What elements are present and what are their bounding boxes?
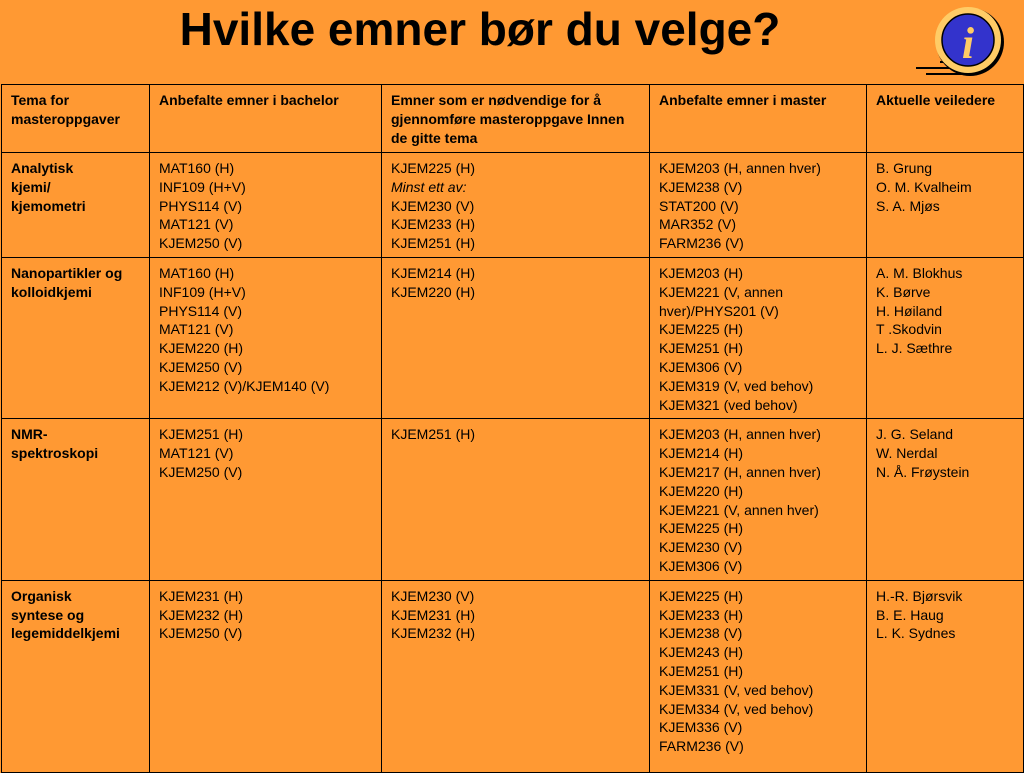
course-item: KJEM251 (H) [659, 340, 744, 357]
topic-cell [2, 257, 150, 418]
page-title: Hvilke emner bør du velge? [179, 3, 781, 55]
course-item: KJEM251 (H) [391, 426, 476, 443]
required-cell [382, 257, 650, 418]
course-item: KJEM336 (V) [659, 719, 743, 736]
advisors-cell [867, 419, 1024, 580]
course-item: INF109 (H+V) [159, 178, 246, 195]
master-cell [650, 580, 867, 772]
header-required: Emner som er nødvendige for å gjennomføre masteroppgave Innen de gitte tema [382, 85, 650, 153]
course-item: KJEM214 (H) [391, 264, 476, 281]
bachelor-cell [150, 419, 382, 580]
advisor-name: H.-R. Bjørsvik [876, 587, 963, 604]
advisors-cell [867, 153, 1024, 258]
advisors-cell [867, 580, 1024, 772]
course-item: KJEM221 (V, annen hver) [659, 501, 819, 518]
course-item: KJEM225 (H) [659, 520, 744, 537]
advisor-name: O. M. Kvalheim [876, 178, 972, 195]
course-item: KJEM203 (H) [659, 264, 744, 281]
course-item: KJEM217 (H, annen hver) [659, 463, 821, 480]
advisor-name: L. K. Sydnes [876, 625, 956, 642]
info-logo-letter: i [961, 19, 975, 68]
advisor-name: J. G. Seland [876, 426, 954, 443]
advisor-name: L. J. Sæthre [876, 340, 953, 357]
course-item: KJEM230 (V) [391, 587, 475, 604]
advisor-name: K. Børve [876, 283, 931, 300]
topic-cell [2, 580, 150, 772]
course-item: KJEM306 (V) [659, 358, 743, 375]
header-topic: Tema for masteroppgaver [2, 85, 150, 153]
advisor-name: B. E. Haug [876, 606, 944, 623]
course-item: KJEM238 (V) [659, 178, 743, 195]
course-item: INF109 (H+V) [159, 283, 246, 300]
course-item: KJEM220 (H) [659, 482, 744, 499]
course-item: KJEM243 (H) [659, 644, 744, 661]
required-cell [382, 153, 650, 258]
course-item: hver)/PHYS201 (V) [659, 302, 779, 319]
topic-line: Organisk [11, 587, 72, 604]
course-item: KJEM233 (H) [659, 606, 744, 623]
course-item: MAT121 (V) [159, 321, 234, 338]
master-cell [650, 257, 867, 418]
master-cell [650, 153, 867, 258]
course-item: KJEM203 (H, annen hver) [659, 160, 821, 176]
course-item: KJEM225 (H) [391, 160, 476, 176]
course-item: KJEM250 (V) [159, 358, 243, 375]
table-row [2, 153, 1024, 258]
course-item: KJEM331 (V, ved behov) [659, 681, 814, 698]
course-item: MAT160 (H) [159, 160, 235, 176]
table-row [2, 580, 1024, 772]
course-item: KJEM231 (H) [391, 606, 476, 623]
course-item: FARM236 (V) [659, 235, 744, 252]
header-bachelor: Anbefalte emner i bachelor [150, 85, 382, 153]
topic-line: Nanopartikler og [11, 264, 123, 281]
topic-cell [2, 419, 150, 580]
advisor-name: N. Å. Frøystein [876, 463, 970, 480]
advisor-name: W. Nerdal [876, 445, 938, 462]
topic-line: NMR- [11, 426, 48, 443]
course-item: STAT200 (V) [659, 197, 739, 214]
course-item: FARM236 (V) [659, 738, 744, 755]
course-item: KJEM230 (V) [391, 197, 475, 214]
advisor-name: S. A. Mjøs [876, 197, 940, 214]
bachelor-cell [150, 580, 382, 772]
advisor-name: H. Høiland [876, 302, 943, 319]
course-item: PHYS114 (V) [159, 197, 242, 214]
bachelor-cell [150, 257, 382, 418]
info-icon [912, 2, 1022, 80]
course-item: KJEM220 (H) [159, 340, 244, 357]
course-item: KJEM251 (H) [391, 235, 476, 252]
topic-line: spektroskopi [11, 445, 99, 462]
course-item: KJEM221 (V, annen [659, 283, 784, 300]
required-cell [382, 580, 650, 772]
course-item: KJEM212 (V)/KJEM140 (V) [159, 377, 330, 394]
advisors-cell [867, 257, 1024, 418]
topic-cell [2, 153, 150, 258]
header-advisors: Aktuelle veiledere [867, 85, 1024, 153]
course-item: KJEM203 (H, annen hver) [659, 426, 821, 443]
course-item: KJEM233 (H) [391, 216, 476, 233]
table-row [2, 419, 1024, 580]
course-item: MAT121 (V) [159, 216, 234, 233]
course-item: KJEM321 (ved behov) [659, 396, 798, 413]
course-table [1, 84, 1024, 773]
course-item: KJEM250 (V) [159, 625, 243, 642]
course-item: KJEM319 (V, ved behov) [659, 377, 814, 394]
advisor-name: T .Skodvin [876, 321, 942, 338]
topic-line: kjemometri [11, 197, 86, 214]
course-item: KJEM220 (H) [391, 283, 476, 300]
course-item: KJEM232 (H) [391, 625, 476, 642]
course-item: MAT121 (V) [159, 445, 234, 462]
course-item: KJEM250 (V) [159, 235, 243, 252]
topic-line: kolloidkjemi [11, 283, 92, 300]
advisor-name: B. Grung [876, 160, 933, 176]
course-item: KJEM225 (H) [659, 587, 744, 604]
header-master: Anbefalte emner i master [650, 85, 867, 153]
topic-line: syntese og [11, 606, 85, 623]
course-item: KJEM334 (V, ved behov) [659, 700, 814, 717]
table-header-row [2, 85, 1024, 153]
required-cell [382, 419, 650, 580]
course-item: KJEM238 (V) [659, 625, 743, 642]
course-item: KJEM232 (H) [159, 606, 244, 623]
master-cell [650, 419, 867, 580]
course-item: KJEM251 (H) [159, 426, 244, 443]
minimum-one-note: Minst ett av: [391, 178, 467, 195]
course-item: MAR352 (V) [659, 216, 737, 233]
course-item: MAT160 (H) [159, 264, 235, 281]
topic-line: kjemi/ [11, 178, 51, 195]
course-item: KJEM251 (H) [659, 662, 744, 679]
topic-line: legemiddelkjemi [11, 625, 120, 642]
bachelor-cell [150, 153, 382, 258]
course-item: KJEM225 (H) [659, 321, 744, 338]
course-item: KJEM214 (H) [659, 445, 744, 462]
course-item: KJEM250 (V) [159, 463, 243, 480]
advisor-name: A. M. Blokhus [876, 264, 963, 281]
table-row [2, 257, 1024, 418]
course-item: KJEM306 (V) [659, 557, 743, 574]
course-item: KJEM230 (V) [659, 539, 743, 556]
course-item: PHYS114 (V) [159, 302, 242, 319]
topic-line: Analytisk [11, 160, 74, 176]
course-item: KJEM231 (H) [159, 587, 244, 604]
